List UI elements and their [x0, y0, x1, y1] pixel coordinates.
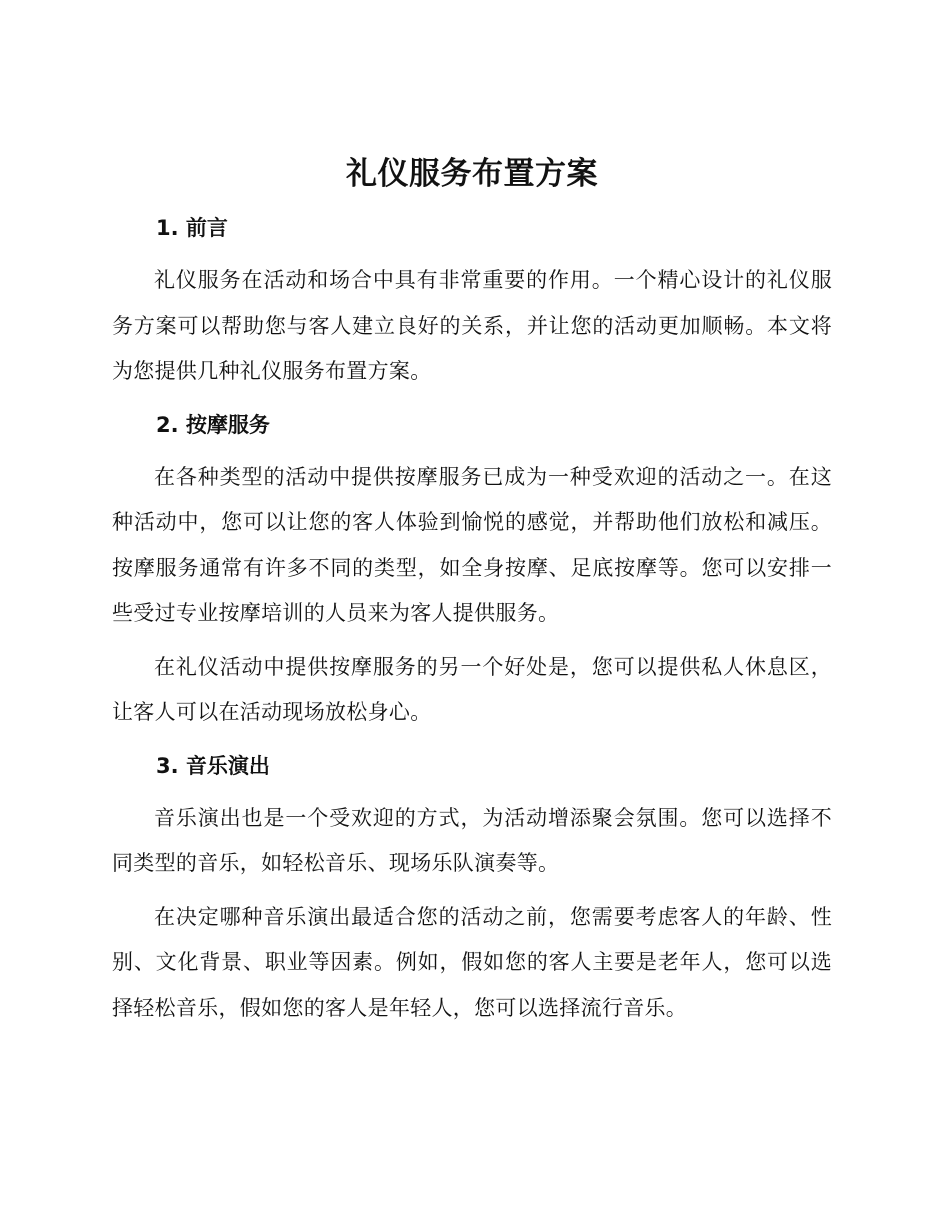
section-preface — [112, 206, 832, 403]
section-music — [112, 744, 832, 1032]
section-heading: 3. 音乐演出 — [156, 753, 270, 778]
paragraph: 在礼仪活动中提供按摩服务的另一个好处是，您可以提供私人休息区，让客人可以在活动现场放松身心。 — [112, 654, 832, 724]
section-massage — [112, 403, 832, 744]
paragraph: 在决定哪种音乐演出最适合您的活动之前，您需要考虑客人的年龄、性别、文化背景、职业等因素。例如，假如您的客人主要是老年人，您可以选择轻松音乐，假如您的客人是年轻人，您可以选择流行音乐。 — [112, 904, 832, 1020]
paragraph: 礼仪服务在活动和场合中具有非常重要的作用。一个精心设计的礼仪服务方案可以帮助您与客人建立良好的关系，并让您的活动更加顺畅。本文将为您提供几种礼仪服务布置方案。 — [112, 268, 832, 383]
section-heading: 2. 按摩服务 — [156, 412, 270, 437]
section-heading: 1. 前言 — [156, 216, 228, 240]
document-title: 礼仪服务布置方案 — [346, 156, 598, 192]
paragraph: 音乐演出也是一个受欢迎的方式，为活动增添聚会氛围。您可以选择不同类型的音乐，如轻松音乐、现场乐队演奏等。 — [112, 805, 832, 875]
document-page — [112, 148, 832, 1031]
paragraph: 在各种类型的活动中提供按摩服务已成为一种受欢迎的活动之一。在这种活动中，您可以让您的客人体验到愉悦的感觉，并帮助他们放松和减压。按摩服务通常有许多不同的类型，如全身按摩、足底按摩等。您可以安排一些受过专业按摩培训的人员来为客人提供服务。 — [112, 464, 832, 625]
